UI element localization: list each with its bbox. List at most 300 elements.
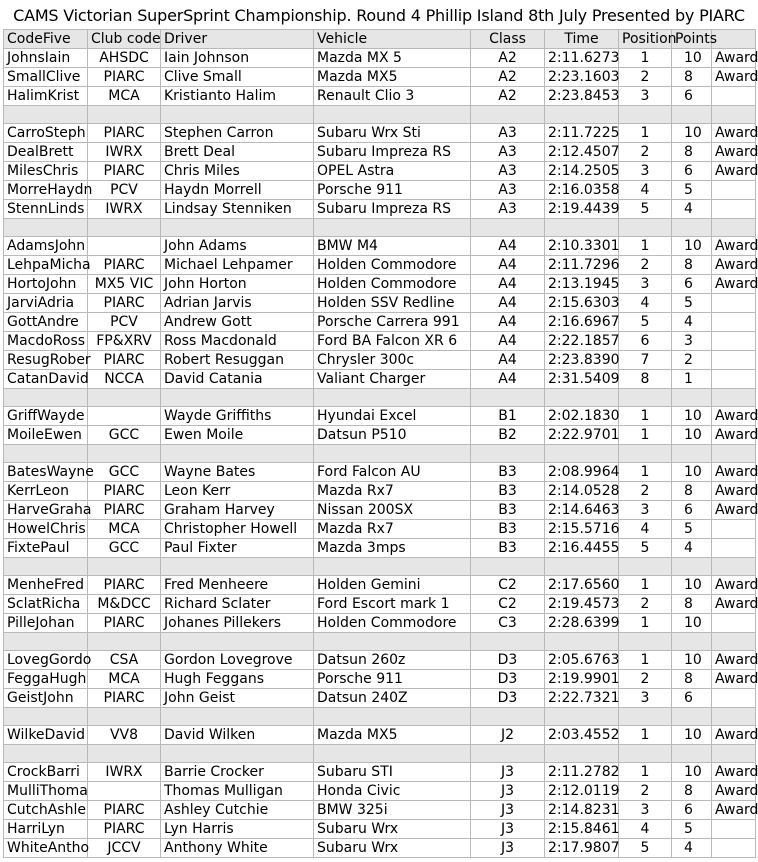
class-cell[interactable] — [471, 633, 545, 651]
driver-cell[interactable]: John Horton — [161, 275, 314, 294]
award-cell[interactable] — [712, 614, 756, 633]
club-code-cell[interactable]: JCCV — [88, 839, 161, 858]
codefive-cell[interactable]: SclatRicha — [4, 595, 88, 614]
club-code-cell[interactable]: PIARC — [88, 294, 161, 313]
club-code-cell[interactable]: AHSDC — [88, 49, 161, 68]
points-cell[interactable]: 8 — [672, 68, 712, 87]
time-cell[interactable]: 2:12.4507 — [545, 143, 619, 162]
vehicle-cell[interactable]: Mazda MX5 — [314, 726, 471, 745]
time-cell[interactable]: 2:16.6967 — [545, 313, 619, 332]
driver-cell[interactable]: Iain Johnson — [161, 49, 314, 68]
class-cell[interactable]: B1 — [471, 407, 545, 426]
points-cell[interactable]: 10 — [672, 426, 712, 445]
award-cell[interactable] — [712, 200, 756, 219]
class-cell[interactable] — [471, 445, 545, 463]
codefive-cell[interactable]: MilesChris — [4, 162, 88, 181]
codefive-cell[interactable]: GriffWayde — [4, 407, 88, 426]
club-code-cell[interactable] — [88, 106, 161, 124]
points-cell[interactable]: 6 — [672, 501, 712, 520]
club-code-cell[interactable]: MX5 VIC — [88, 275, 161, 294]
driver-cell[interactable] — [161, 745, 314, 763]
club-code-cell[interactable]: GCC — [88, 426, 161, 445]
club-code-cell[interactable]: PIARC — [88, 820, 161, 839]
codefive-cell[interactable]: AdamsJohn — [4, 237, 88, 256]
award-cell[interactable]: Award — [712, 763, 756, 782]
vehicle-cell[interactable]: Mazda Rx7 — [314, 482, 471, 501]
vehicle-cell[interactable]: Hyundai Excel — [314, 407, 471, 426]
award-cell[interactable] — [712, 87, 756, 106]
class-cell[interactable]: J3 — [471, 763, 545, 782]
position-cell[interactable] — [619, 389, 672, 407]
position-cell[interactable]: 2 — [619, 256, 672, 275]
position-cell[interactable]: 4 — [619, 520, 672, 539]
position-cell[interactable]: 1 — [619, 726, 672, 745]
vehicle-cell[interactable] — [314, 106, 471, 124]
position-cell[interactable]: 1 — [619, 237, 672, 256]
award-cell[interactable]: Award — [712, 576, 756, 595]
time-cell[interactable] — [545, 106, 619, 124]
position-cell[interactable]: 3 — [619, 162, 672, 181]
club-code-cell[interactable]: GCC — [88, 463, 161, 482]
codefive-cell[interactable]: MacdoRoss — [4, 332, 88, 351]
position-cell[interactable]: 1 — [619, 124, 672, 143]
time-cell[interactable]: 2:31.5409 — [545, 370, 619, 389]
class-cell[interactable]: A4 — [471, 294, 545, 313]
award-cell[interactable] — [712, 313, 756, 332]
vehicle-cell[interactable]: Subaru Wrx — [314, 820, 471, 839]
vehicle-cell[interactable]: Mazda MX5 — [314, 68, 471, 87]
codefive-cell[interactable]: DealBrett — [4, 143, 88, 162]
vehicle-cell[interactable]: Mazda MX 5 — [314, 49, 471, 68]
codefive-cell[interactable]: GottAndre — [4, 313, 88, 332]
points-cell[interactable]: 5 — [672, 181, 712, 200]
codefive-cell[interactable]: LovegGordo — [4, 651, 88, 670]
time-cell[interactable]: 2:16.4455 — [545, 539, 619, 558]
class-cell[interactable]: B3 — [471, 463, 545, 482]
vehicle-cell[interactable]: Holden Gemini — [314, 576, 471, 595]
award-cell[interactable]: Award — [712, 426, 756, 445]
driver-cell[interactable]: Michael Lehpamer — [161, 256, 314, 275]
club-code-cell[interactable]: PIARC — [88, 801, 161, 820]
class-cell[interactable] — [471, 389, 545, 407]
award-cell[interactable]: Award — [712, 463, 756, 482]
codefive-cell[interactable]: MulliThoma — [4, 782, 88, 801]
points-cell[interactable]: 4 — [672, 313, 712, 332]
codefive-cell[interactable] — [4, 106, 88, 124]
driver-cell[interactable]: Adrian Jarvis — [161, 294, 314, 313]
codefive-cell[interactable]: GeistJohn — [4, 689, 88, 708]
codefive-cell[interactable]: CrockBarri — [4, 763, 88, 782]
club-code-cell[interactable]: PIARC — [88, 68, 161, 87]
club-code-cell[interactable] — [88, 708, 161, 726]
position-cell[interactable]: 1 — [619, 651, 672, 670]
vehicle-cell[interactable]: Mazda 3mps — [314, 539, 471, 558]
award-cell[interactable] — [712, 445, 756, 463]
class-cell[interactable]: A2 — [471, 49, 545, 68]
points-cell[interactable]: 3 — [672, 332, 712, 351]
driver-cell[interactable]: Thomas Mulligan — [161, 782, 314, 801]
points-cell[interactable]: 5 — [672, 820, 712, 839]
points-cell[interactable]: 6 — [672, 87, 712, 106]
time-cell[interactable]: 2:23.1603 — [545, 68, 619, 87]
driver-cell[interactable]: Leon Kerr — [161, 482, 314, 501]
vehicle-cell[interactable] — [314, 389, 471, 407]
class-cell[interactable]: B3 — [471, 520, 545, 539]
club-code-cell[interactable]: PIARC — [88, 576, 161, 595]
points-cell[interactable]: 4 — [672, 539, 712, 558]
vehicle-cell[interactable]: Ford BA Falcon XR 6 — [314, 332, 471, 351]
codefive-cell[interactable] — [4, 633, 88, 651]
class-cell[interactable]: C2 — [471, 576, 545, 595]
position-cell[interactable] — [619, 558, 672, 576]
award-cell[interactable]: Award — [712, 407, 756, 426]
position-cell[interactable]: 2 — [619, 143, 672, 162]
column-header-club-code[interactable]: Club code — [88, 30, 161, 49]
class-cell[interactable]: A3 — [471, 200, 545, 219]
driver-cell[interactable] — [161, 708, 314, 726]
time-cell[interactable]: 2:13.1945 — [545, 275, 619, 294]
time-cell[interactable]: 2:15.5716 — [545, 520, 619, 539]
codefive-cell[interactable] — [4, 219, 88, 237]
position-cell[interactable]: 4 — [619, 181, 672, 200]
award-cell[interactable] — [712, 633, 756, 651]
codefive-cell[interactable]: BatesWayne — [4, 463, 88, 482]
club-code-cell[interactable]: PCV — [88, 181, 161, 200]
codefive-cell[interactable]: MorreHaydn — [4, 181, 88, 200]
points-cell[interactable]: 6 — [672, 275, 712, 294]
driver-cell[interactable]: David Catania — [161, 370, 314, 389]
driver-cell[interactable] — [161, 558, 314, 576]
position-cell[interactable] — [619, 445, 672, 463]
class-cell[interactable]: D3 — [471, 670, 545, 689]
club-code-cell[interactable]: NCCA — [88, 370, 161, 389]
award-cell[interactable]: Award — [712, 237, 756, 256]
driver-cell[interactable]: Haydn Morrell — [161, 181, 314, 200]
vehicle-cell[interactable] — [314, 708, 471, 726]
club-code-cell[interactable]: PIARC — [88, 482, 161, 501]
award-cell[interactable]: Award — [712, 68, 756, 87]
vehicle-cell[interactable]: Honda Civic — [314, 782, 471, 801]
driver-cell[interactable]: Lyn Harris — [161, 820, 314, 839]
award-cell[interactable]: Award — [712, 782, 756, 801]
position-cell[interactable]: 2 — [619, 68, 672, 87]
points-cell[interactable] — [672, 445, 712, 463]
vehicle-cell[interactable]: Subaru Impreza RS — [314, 143, 471, 162]
club-code-cell[interactable] — [88, 389, 161, 407]
vehicle-cell[interactable]: Mazda Rx7 — [314, 520, 471, 539]
class-cell[interactable]: A4 — [471, 370, 545, 389]
driver-cell[interactable]: Anthony White — [161, 839, 314, 858]
codefive-cell[interactable]: HarriLyn — [4, 820, 88, 839]
points-cell[interactable]: 10 — [672, 237, 712, 256]
club-code-cell[interactable] — [88, 445, 161, 463]
class-cell[interactable]: J3 — [471, 839, 545, 858]
codefive-cell[interactable]: FeggaHugh — [4, 670, 88, 689]
class-cell[interactable]: J3 — [471, 801, 545, 820]
award-cell[interactable]: Award — [712, 162, 756, 181]
time-cell[interactable]: 2:16.0358 — [545, 181, 619, 200]
codefive-cell[interactable]: MoileEwen — [4, 426, 88, 445]
vehicle-cell[interactable]: Chrysler 300c — [314, 351, 471, 370]
codefive-cell[interactable]: WilkeDavid — [4, 726, 88, 745]
driver-cell[interactable]: Wayde Griffiths — [161, 407, 314, 426]
codefive-cell[interactable]: WhiteAntho — [4, 839, 88, 858]
club-code-cell[interactable]: PIARC — [88, 614, 161, 633]
vehicle-cell[interactable]: Porsche 911 — [314, 670, 471, 689]
position-cell[interactable]: 2 — [619, 482, 672, 501]
club-code-cell[interactable]: PIARC — [88, 162, 161, 181]
position-cell[interactable]: 3 — [619, 87, 672, 106]
codefive-cell[interactable]: ResugRober — [4, 351, 88, 370]
points-cell[interactable]: 8 — [672, 143, 712, 162]
points-cell[interactable]: 10 — [672, 576, 712, 595]
time-cell[interactable]: 2:17.9807 — [545, 839, 619, 858]
award-cell[interactable]: Award — [712, 275, 756, 294]
points-cell[interactable]: 2 — [672, 351, 712, 370]
driver-cell[interactable]: David Wilken — [161, 726, 314, 745]
position-cell[interactable]: 6 — [619, 332, 672, 351]
driver-cell[interactable] — [161, 106, 314, 124]
column-header-time[interactable]: Time — [545, 30, 619, 49]
driver-cell[interactable]: Andrew Gott — [161, 313, 314, 332]
class-cell[interactable] — [471, 708, 545, 726]
vehicle-cell[interactable]: Holden SSV Redline — [314, 294, 471, 313]
club-code-cell[interactable]: IWRX — [88, 143, 161, 162]
position-cell[interactable]: 3 — [619, 689, 672, 708]
codefive-cell[interactable]: StennLinds — [4, 200, 88, 219]
time-cell[interactable]: 2:10.3301 — [545, 237, 619, 256]
time-cell[interactable]: 2:19.4439 — [545, 200, 619, 219]
position-cell[interactable]: 5 — [619, 539, 672, 558]
club-code-cell[interactable]: PCV — [88, 313, 161, 332]
award-cell[interactable]: Award — [712, 651, 756, 670]
class-cell[interactable]: A4 — [471, 351, 545, 370]
club-code-cell[interactable]: IWRX — [88, 200, 161, 219]
vehicle-cell[interactable] — [314, 445, 471, 463]
vehicle-cell[interactable]: Ford Falcon AU — [314, 463, 471, 482]
class-cell[interactable]: J3 — [471, 782, 545, 801]
award-cell[interactable] — [712, 219, 756, 237]
class-cell[interactable]: D3 — [471, 651, 545, 670]
column-header-points[interactable]: Points — [672, 30, 712, 49]
points-cell[interactable]: 1 — [672, 370, 712, 389]
class-cell[interactable]: J3 — [471, 820, 545, 839]
points-cell[interactable] — [672, 633, 712, 651]
award-cell[interactable] — [712, 332, 756, 351]
time-cell[interactable]: 2:22.1857 — [545, 332, 619, 351]
points-cell[interactable]: 10 — [672, 49, 712, 68]
time-cell[interactable]: 2:22.9701 — [545, 426, 619, 445]
club-code-cell[interactable] — [88, 219, 161, 237]
time-cell[interactable]: 2:23.8390 — [545, 351, 619, 370]
award-cell[interactable]: Award — [712, 482, 756, 501]
codefive-cell[interactable]: KerrLeon — [4, 482, 88, 501]
time-cell[interactable]: 2:14.2505 — [545, 162, 619, 181]
points-cell[interactable] — [672, 558, 712, 576]
points-cell[interactable] — [672, 106, 712, 124]
time-cell[interactable]: 2:05.6763 — [545, 651, 619, 670]
codefive-cell[interactable] — [4, 558, 88, 576]
class-cell[interactable] — [471, 219, 545, 237]
points-cell[interactable]: 5 — [672, 520, 712, 539]
points-cell[interactable] — [672, 219, 712, 237]
club-code-cell[interactable]: PIARC — [88, 256, 161, 275]
time-cell[interactable]: 2:15.8461 — [545, 820, 619, 839]
driver-cell[interactable]: Ashley Cutchie — [161, 801, 314, 820]
position-cell[interactable] — [619, 745, 672, 763]
award-cell[interactable]: Award — [712, 801, 756, 820]
position-cell[interactable]: 7 — [619, 351, 672, 370]
club-code-cell[interactable] — [88, 237, 161, 256]
driver-cell[interactable]: Stephen Carron — [161, 124, 314, 143]
class-cell[interactable] — [471, 558, 545, 576]
class-cell[interactable] — [471, 106, 545, 124]
award-cell[interactable] — [712, 558, 756, 576]
club-code-cell[interactable]: MCA — [88, 87, 161, 106]
time-cell[interactable]: 2:11.2782 — [545, 763, 619, 782]
award-cell[interactable]: Award — [712, 256, 756, 275]
class-cell[interactable]: A4 — [471, 332, 545, 351]
position-cell[interactable]: 1 — [619, 426, 672, 445]
position-cell[interactable]: 8 — [619, 370, 672, 389]
time-cell[interactable] — [545, 633, 619, 651]
position-cell[interactable]: 1 — [619, 763, 672, 782]
club-code-cell[interactable] — [88, 745, 161, 763]
award-cell[interactable] — [712, 745, 756, 763]
codefive-cell[interactable]: CatanDavid — [4, 370, 88, 389]
position-cell[interactable]: 4 — [619, 820, 672, 839]
class-cell[interactable]: B3 — [471, 501, 545, 520]
time-cell[interactable] — [545, 389, 619, 407]
vehicle-cell[interactable]: Subaru Wrx — [314, 839, 471, 858]
codefive-cell[interactable]: CarroSteph — [4, 124, 88, 143]
class-cell[interactable]: J2 — [471, 726, 545, 745]
driver-cell[interactable]: Gordon Lovegrove — [161, 651, 314, 670]
time-cell[interactable]: 2:03.4552 — [545, 726, 619, 745]
points-cell[interactable]: 4 — [672, 839, 712, 858]
vehicle-cell[interactable]: Datsun 240Z — [314, 689, 471, 708]
time-cell[interactable]: 2:14.8231 — [545, 801, 619, 820]
driver-cell[interactable]: Ross Macdonald — [161, 332, 314, 351]
vehicle-cell[interactable] — [314, 558, 471, 576]
club-code-cell[interactable]: VV8 — [88, 726, 161, 745]
points-cell[interactable]: 8 — [672, 256, 712, 275]
time-cell[interactable]: 2:14.6463 — [545, 501, 619, 520]
driver-cell[interactable]: Brett Deal — [161, 143, 314, 162]
position-cell[interactable]: 3 — [619, 275, 672, 294]
vehicle-cell[interactable]: Subaru Wrx Sti — [314, 124, 471, 143]
codefive-cell[interactable]: HarveGraha — [4, 501, 88, 520]
driver-cell[interactable]: Christopher Howell — [161, 520, 314, 539]
club-code-cell[interactable] — [88, 558, 161, 576]
time-cell[interactable] — [545, 745, 619, 763]
class-cell[interactable]: A4 — [471, 237, 545, 256]
driver-cell[interactable]: Chris Miles — [161, 162, 314, 181]
vehicle-cell[interactable]: Datsun P510 — [314, 426, 471, 445]
driver-cell[interactable] — [161, 389, 314, 407]
position-cell[interactable]: 5 — [619, 313, 672, 332]
vehicle-cell[interactable]: Datsun 260z — [314, 651, 471, 670]
time-cell[interactable] — [545, 445, 619, 463]
time-cell[interactable] — [545, 219, 619, 237]
vehicle-cell[interactable] — [314, 219, 471, 237]
time-cell[interactable]: 2:28.6399 — [545, 614, 619, 633]
class-cell[interactable]: C3 — [471, 614, 545, 633]
position-cell[interactable]: 1 — [619, 576, 672, 595]
points-cell[interactable]: 6 — [672, 801, 712, 820]
codefive-cell[interactable]: LehpaMicha — [4, 256, 88, 275]
driver-cell[interactable]: Robert Resuggan — [161, 351, 314, 370]
award-cell[interactable] — [712, 389, 756, 407]
codefive-cell[interactable]: HortoJohn — [4, 275, 88, 294]
class-cell[interactable]: A3 — [471, 162, 545, 181]
time-cell[interactable]: 2:17.6560 — [545, 576, 619, 595]
club-code-cell[interactable]: PIARC — [88, 124, 161, 143]
driver-cell[interactable]: Johanes Pillekers — [161, 614, 314, 633]
driver-cell[interactable]: Clive Small — [161, 68, 314, 87]
codefive-cell[interactable]: FixtePaul — [4, 539, 88, 558]
vehicle-cell[interactable]: Nissan 200SX — [314, 501, 471, 520]
codefive-cell[interactable]: MenheFred — [4, 576, 88, 595]
codefive-cell[interactable]: HowelChris — [4, 520, 88, 539]
points-cell[interactable]: 10 — [672, 763, 712, 782]
driver-cell[interactable]: Wayne Bates — [161, 463, 314, 482]
position-cell[interactable] — [619, 633, 672, 651]
award-cell[interactable] — [712, 181, 756, 200]
column-header-class[interactable]: Class — [471, 30, 545, 49]
vehicle-cell[interactable]: Holden Commodore — [314, 614, 471, 633]
time-cell[interactable]: 2:08.9964 — [545, 463, 619, 482]
points-cell[interactable]: 8 — [672, 482, 712, 501]
driver-cell[interactable]: Graham Harvey — [161, 501, 314, 520]
vehicle-cell[interactable]: Porsche Carrera 991 — [314, 313, 471, 332]
time-cell[interactable]: 2:11.6273 — [545, 49, 619, 68]
codefive-cell[interactable] — [4, 708, 88, 726]
codefive-cell[interactable]: JohnsIain — [4, 49, 88, 68]
vehicle-cell[interactable]: Valiant Charger — [314, 370, 471, 389]
class-cell[interactable]: A2 — [471, 68, 545, 87]
column-header-codefive[interactable]: CodeFive — [4, 30, 88, 49]
driver-cell[interactable]: Hugh Feggans — [161, 670, 314, 689]
driver-cell[interactable]: Fred Menheere — [161, 576, 314, 595]
class-cell[interactable]: A2 — [471, 87, 545, 106]
award-cell[interactable] — [712, 351, 756, 370]
position-cell[interactable] — [619, 219, 672, 237]
class-cell[interactable]: C2 — [471, 595, 545, 614]
driver-cell[interactable]: Barrie Crocker — [161, 763, 314, 782]
class-cell[interactable]: B3 — [471, 482, 545, 501]
award-cell[interactable] — [712, 539, 756, 558]
club-code-cell[interactable]: CSA — [88, 651, 161, 670]
position-cell[interactable]: 2 — [619, 670, 672, 689]
vehicle-cell[interactable] — [314, 745, 471, 763]
award-cell[interactable] — [712, 708, 756, 726]
vehicle-cell[interactable]: Ford Escort mark 1 — [314, 595, 471, 614]
position-cell[interactable]: 5 — [619, 839, 672, 858]
points-cell[interactable]: 6 — [672, 162, 712, 181]
driver-cell[interactable]: Lindsay Stenniken — [161, 200, 314, 219]
time-cell[interactable] — [545, 558, 619, 576]
points-cell[interactable]: 8 — [672, 595, 712, 614]
class-cell[interactable]: A3 — [471, 124, 545, 143]
award-cell[interactable]: Award — [712, 670, 756, 689]
class-cell[interactable]: A4 — [471, 275, 545, 294]
position-cell[interactable]: 1 — [619, 463, 672, 482]
award-cell[interactable] — [712, 370, 756, 389]
points-cell[interactable]: 5 — [672, 294, 712, 313]
award-cell[interactable] — [712, 839, 756, 858]
vehicle-cell[interactable]: Holden Commodore — [314, 256, 471, 275]
